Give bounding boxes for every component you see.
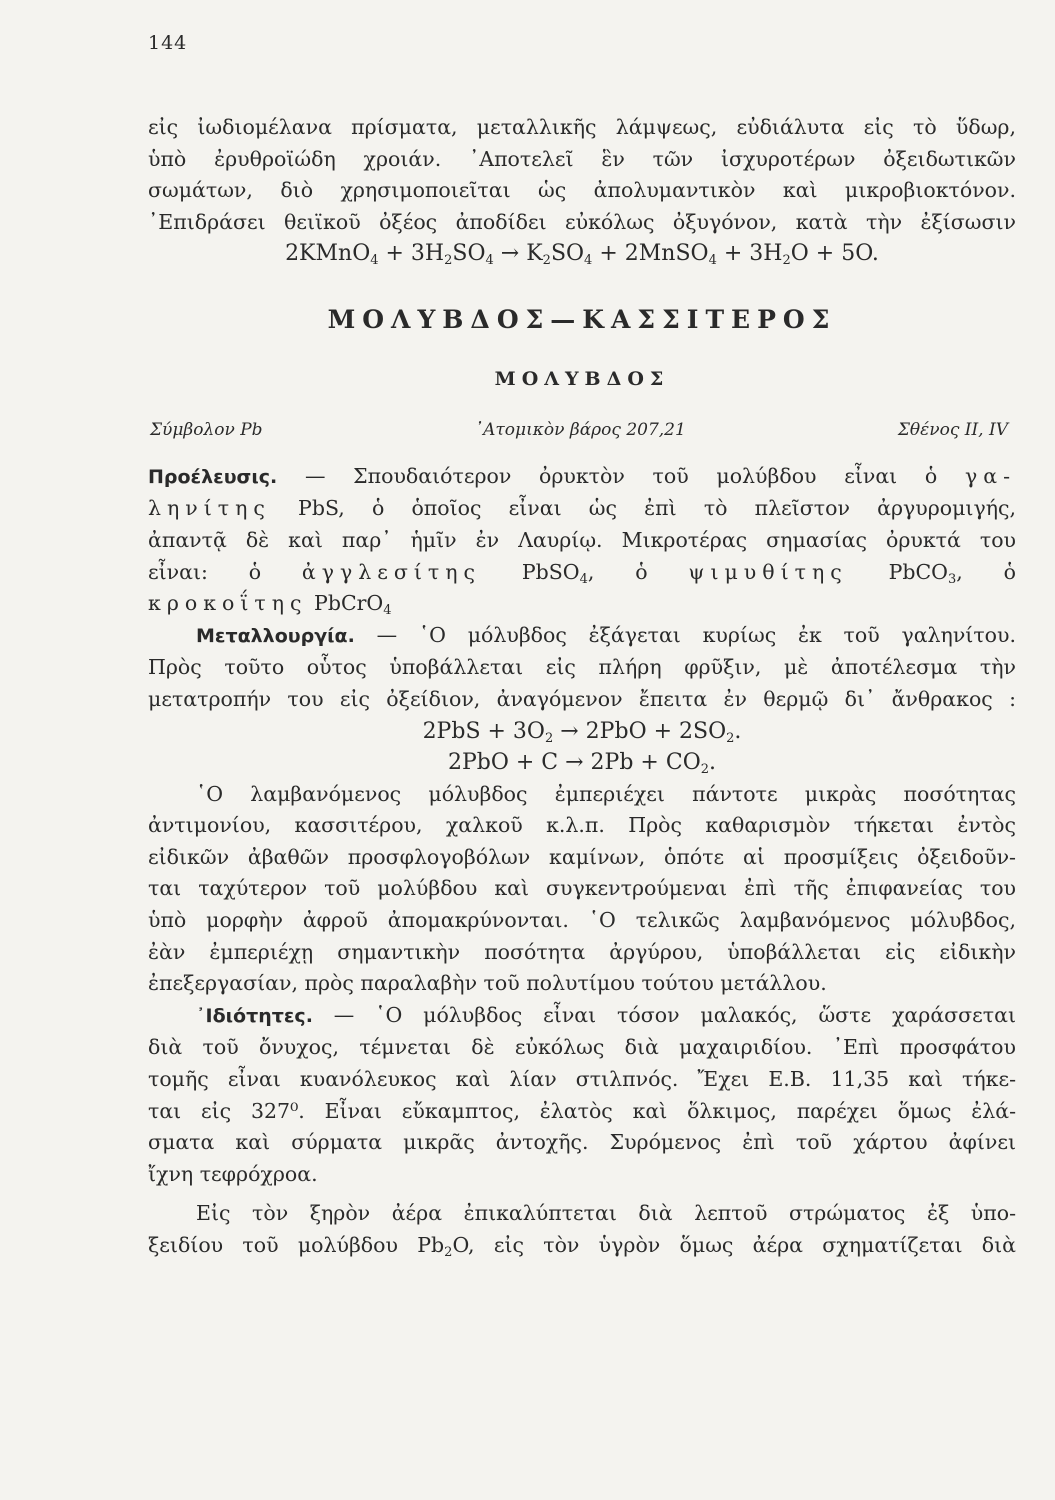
text-line: Πρὸς τοῦτο οὗτος ὑποβάλλεται εἰς πλήρη φρῦξιν, μὲ ἀποτέλεσμα τὴν xyxy=(148,655,1016,680)
element-meta xyxy=(148,415,1016,447)
atomic-weight-label: ᾿Ατομικὸν βάρος 207,21 xyxy=(474,420,686,441)
text-line: ἀπαντᾷ δὲ καὶ παρ᾿ ἡμῖν ἐν Λαυρίῳ. Μικροτέρας σημασίας ὀρυκτά του xyxy=(148,527,1016,552)
text-line: ᾿Ιδιότητες. — ῾Ο μόλυβδος εἶναι τόσον μαλακός, ὥστε χαράσσεται xyxy=(196,1002,1016,1027)
chapter-heading: ΜΟΛΥΒΔΟΣ—ΚΑΣΣΙΤΕΡΟΣ xyxy=(327,304,837,334)
text-line: σματα καὶ σύρματα μικρᾶς ἀντοχῆς. Συρόμενος ἐπὶ τοῦ χάρτου ἀφίνει xyxy=(148,1130,1016,1155)
text-line: ται εἰς 327⁰. Εἶναι εὔκαμπτος, ἐλατὸς καὶ ὅλκιμος, παρέχει ὅμως ἐλά- xyxy=(148,1098,1016,1123)
text-line: διὰ τοῦ ὄνυχος, τέμνεται δὲ εὐκόλως διὰ μαχαιριδίου. ᾿Επὶ προσφάτου xyxy=(148,1035,1016,1060)
text-line: εἶναι: ὁ ἀγγλεσίτης PbSO$_4$, ὁ ψιμυθίτης PbCO$_3$, ὁ xyxy=(148,559,1016,587)
text-line: τομῆς εἶναι κυανόλευκος καὶ λίαν στιλπνός. Ἔχει Ε.Β. 11,35 καὶ τήκε- xyxy=(148,1067,1016,1092)
text-line: ἐπεξεργασίαν, πρὸς παραλαβὴν τοῦ πολυτίμου τούτου μετάλλου. xyxy=(148,971,827,996)
equation-permanganate: 2KMnO$_4$ + $3H_2SO_4 \to K_2SO_4$ + 2MnSO$_4$ + $3H_2O + 5O$. xyxy=(285,241,879,269)
text-line: ὑπὸ ἐρυθροϊώδη χροιάν. ᾿Αποτελεῖ ἓν τῶν ἰσχυροτέρων ὀξειδωτικῶν xyxy=(148,146,1016,171)
text-line: Προέλευσις. — Σπουδαιότερον ὀρυκτὸν τοῦ μολύβδου εἶναι ὁ γα- xyxy=(148,463,1016,488)
valence-label: Σθένος II, IV xyxy=(897,420,1008,441)
page-number: 144 xyxy=(148,32,188,54)
text-line: ται ταχύτερον τοῦ μολύβδου καὶ συγκεντρούμεναι ἐπὶ τῆς ἐπιφανείας του xyxy=(148,876,1016,901)
text-line: εἰδικῶν ἀβαθῶν προσφλογοβόλων καμίνων, ὁπότε αἱ προσμίξεις ὀξειδοῦν- xyxy=(148,844,1016,869)
text-line: ἐὰν ἐμπεριέχῃ σημαντικὴν ποσότητα ἀργύρου, ὑποβάλλεται εἰς εἰδικὴν xyxy=(148,939,1016,964)
text-line: ᾿Επιδράσει θειϊκοῦ ὀξέος ἀποδίδει εὐκόλως ὀξυγόνον, κατὰ τὴν ἐξίσωσιν xyxy=(148,209,1016,234)
origin-paragraph xyxy=(148,461,1016,620)
text-line: εἰς ἰωδιομέλανα πρίσματα, μεταλλικῆς λάμψεως, εὐδιάλυτα εἰς τὸ ὕδωρ, xyxy=(148,115,1016,139)
text-line: ἴχνη τεφρόχροα. xyxy=(148,1161,318,1186)
properties-paragraph xyxy=(148,1000,1016,1191)
final-paragraph xyxy=(148,1198,1016,1261)
equation-roasting: $2PbS + 3O_2 \to 2PbO + 2SO_2$. xyxy=(422,718,742,746)
symbol-label: Σύμβολον Pb xyxy=(150,420,263,441)
text-line: ὑπὸ μορφὴν ἀφροῦ ἀπομακρύνονται. ῾Ο τελικῶς λαμβανόμενος μόλυβδος, xyxy=(148,908,1016,933)
text-line: ῾Ο λαμβανόμενος μόλυβδος ἐμπεριέχει πάντοτε μικρὰς ποσότητας xyxy=(196,781,1016,806)
text-line: κροκοΐτης PbCrO$_4$ xyxy=(148,591,392,619)
text-line: ἀντιμονίου, κασσιτέρου, χαλκοῦ κ.λ.π. Πρὸς καθαρισμὸν τήκεται ἐντὸς xyxy=(148,813,1016,838)
text-line: ληνίτης PbS, ὁ ὁποῖος εἶναι ὡς ἐπὶ τὸ πλεῖστον ἀργυρομιγής, xyxy=(148,496,1016,521)
metallurgy-paragraph xyxy=(148,620,1016,1000)
equation-reduction: $2PbO + C \to 2Pb + CO_2$. xyxy=(447,750,717,778)
text-line: ξειδίου τοῦ μολύβδου $Pb_2O$, εἰς τὸν ὑγρὸν ὅμως ἀέρα σχηματίζεται διὰ xyxy=(148,1233,1016,1260)
intro-paragraph xyxy=(148,112,1016,1262)
text-line: μετατροπήν του εἰς ὀξείδιον, ἀναγόμενον ἔπειτα ἐν θερμῷ δι᾿ ἄνθρακος : xyxy=(148,686,1016,711)
text-line: Μεταλλουργία. — ῾Ο μόλυβδος ἐξάγεται κυρίως ἐκ τοῦ γαληνίτου. xyxy=(196,622,1016,647)
text-line: σωμάτων, διὸ χρησιμοποιεῖται ὡς ἀπολυμαντικὸν καὶ μικροβιοκτόνον. xyxy=(148,178,1016,203)
section-heading: ΜΟΛΥΒΔΟΣ xyxy=(494,367,670,390)
text-line: Εἰς τὸν ξηρὸν ἀέρα ἐπικαλύπτεται διὰ λεπτοῦ στρώματος ἐξ ὑπο- xyxy=(196,1201,1016,1226)
